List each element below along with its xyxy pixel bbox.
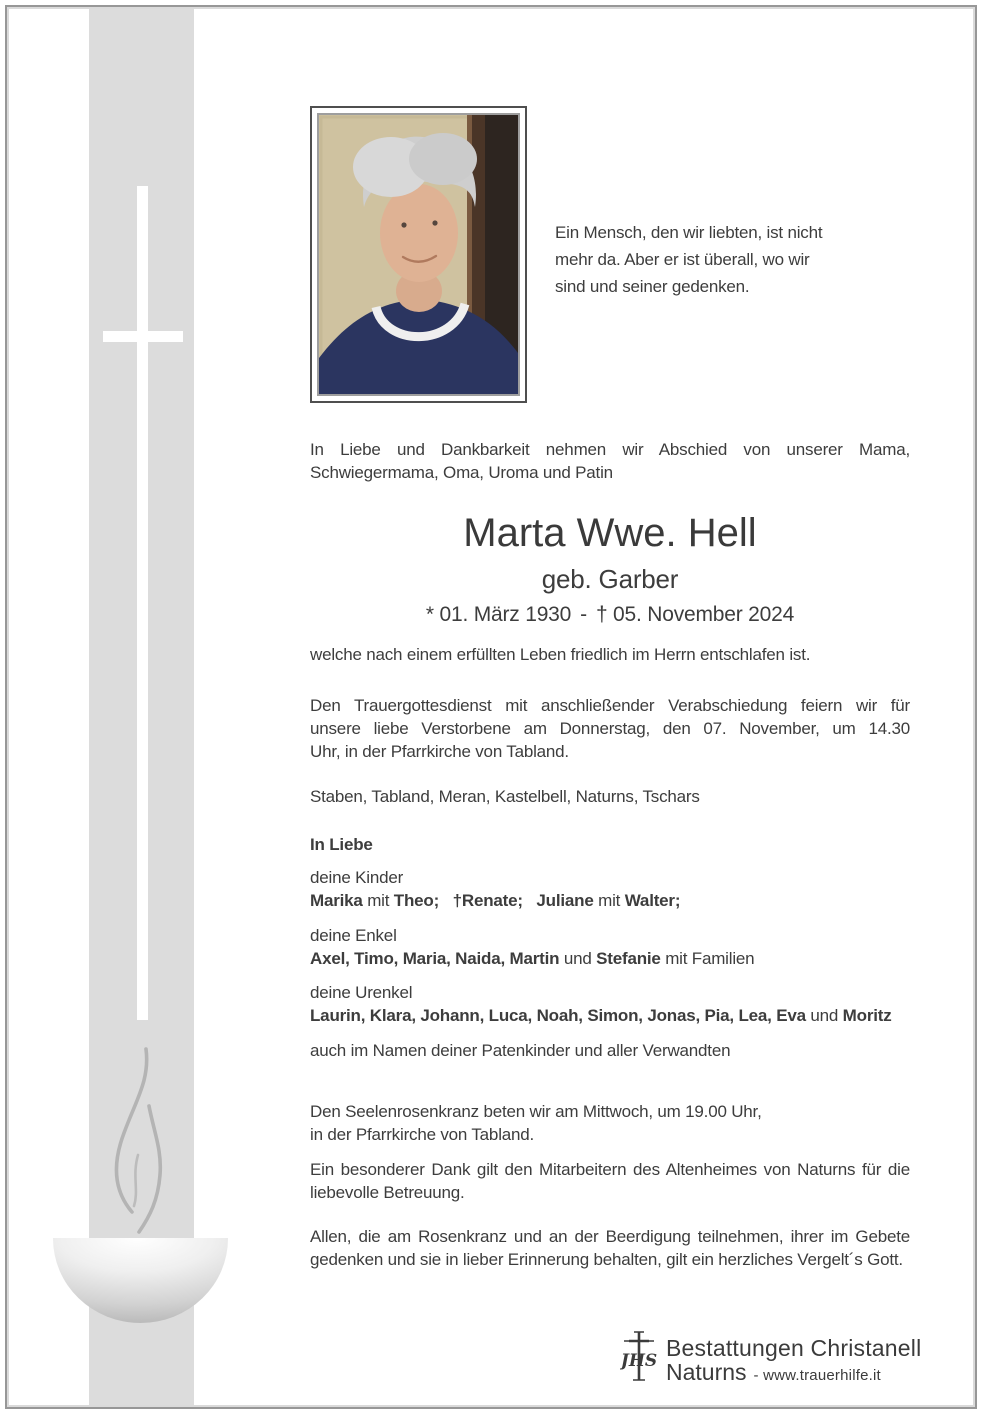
funeral-home-name: Bestattungen Christanell	[666, 1335, 922, 1361]
children-label: deine Kinder	[310, 868, 404, 887]
children-names: Marika mit Theo; †Renate; Juliane mit Walter;	[310, 891, 681, 910]
entschlafen-paragraph: welche nach einem erfüllten Leben friedlich im Herrn entschlafen ist.	[310, 645, 811, 664]
jhs-cross-icon	[620, 1330, 658, 1382]
death-date: † 05. November 2024	[595, 603, 795, 626]
funeral-home-footer	[620, 1330, 921, 1387]
funeral-home-text	[666, 1330, 921, 1387]
maiden-name: geb. Garber	[541, 564, 679, 594]
flame-icon	[98, 1038, 188, 1238]
portrait-photo	[317, 113, 520, 396]
intro-paragraph: In Liebe und Dankbarkeit nehmen wir Abschied von unserer Mama, Schwiegermama, Oma, Uroma und Patin	[310, 440, 910, 482]
closing-paragraph: Allen, die am Rosenkranz und an der Beerdigung teilnehmen, ihrer im Gebete gedenken und sie in lieber Erinnerung behalten, gilt ein herzliches Vergelt´s Gott.	[310, 1227, 910, 1269]
godchildren-line: auch im Namen deiner Patenkinder und aller Verwandten	[310, 1041, 731, 1060]
grandchildren-group	[310, 924, 910, 970]
children-group	[310, 866, 910, 912]
places-line: Staben, Tabland, Meran, Kastelbell, Naturns, Tschars	[310, 787, 700, 806]
candle-bowl	[53, 1238, 228, 1323]
birth-date: * 01. März 1930	[425, 603, 572, 626]
deceased-name: Marta Wwe. Hell	[463, 511, 757, 555]
funeral-service-paragraph: Den Trauergottesdienst mit anschließender Verabschiedung feiern wir für unsere liebe Verstorbene am Donnerstag, den 07. November, um 14.30 Uhr, in der Pfarrkirche von Tabland.	[310, 696, 910, 761]
great-grandchildren-group	[310, 981, 910, 1027]
funeral-home-website: - www.trauerhilfe.it	[753, 1367, 881, 1384]
funeral-home-location: Naturns	[666, 1359, 747, 1385]
thanks-paragraph: Ein besonderer Dank gilt den Mitarbeitern des Altenheimes von Naturns für die liebevolle Betreuung.	[310, 1160, 910, 1202]
rosary-paragraph: Den Seelenrosenkranz beten wir am Mittwoch, um 19.00 Uhr, in der Pfarrkirche von Tabland.	[310, 1102, 762, 1144]
in-liebe-label: In Liebe	[310, 835, 373, 854]
life-dates	[310, 603, 910, 627]
svg-text:JHS: JHS	[620, 1351, 658, 1371]
portrait-photo-frame	[310, 106, 527, 403]
memorial-quote: Ein Mensch, den wir liebten, ist nicht mehr da. Aber er ist überall, wo wir sind und seiner gedenken.	[555, 223, 823, 296]
great-grandchildren-names: Laurin, Klara, Johann, Luca, Noah, Simon, Jonas, Pia, Lea, Eva und Moritz	[310, 1006, 892, 1025]
great-grandchildren-label: deine Urenkel	[310, 983, 413, 1002]
cross-icon	[137, 186, 148, 1020]
grandchildren-names: Axel, Timo, Maria, Naida, Martin und Stefanie mit Familien	[310, 949, 755, 968]
dates-separator: -	[580, 603, 587, 626]
deceased-block	[310, 512, 910, 627]
grandchildren-label: deine Enkel	[310, 926, 397, 945]
cross-icon-bar	[103, 331, 183, 342]
